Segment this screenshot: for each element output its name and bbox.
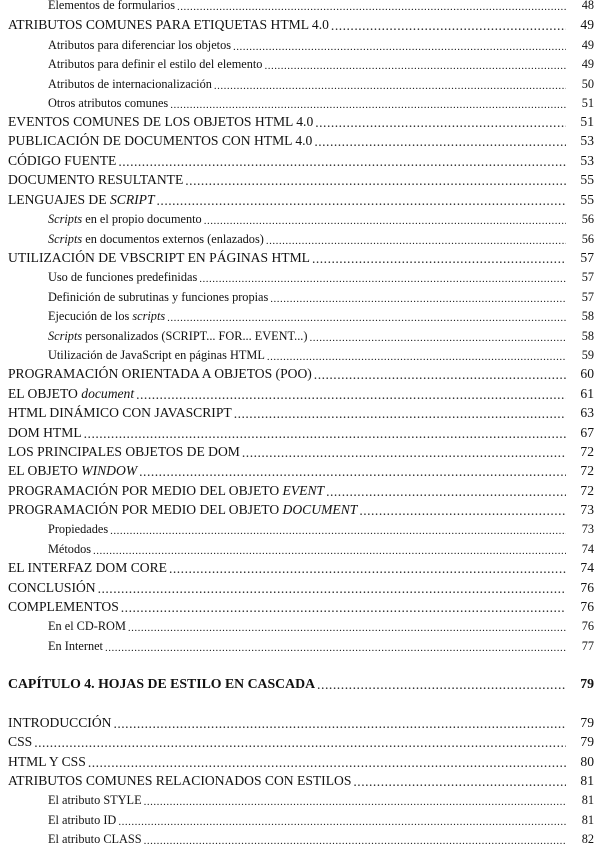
toc-entry-title bbox=[48, 96, 168, 111]
toc-entry-title bbox=[8, 463, 137, 479]
toc-entry bbox=[48, 808, 594, 828]
toc-page-number: 58 bbox=[581, 329, 594, 343]
toc-entry-title bbox=[48, 813, 116, 828]
dot-leader bbox=[157, 194, 566, 208]
toc-entry-title-text: Atributos de internacionalización bbox=[48, 77, 212, 91]
toc-entry-title bbox=[8, 599, 119, 615]
toc-entry bbox=[48, 0, 594, 13]
toc-entry-title bbox=[8, 715, 111, 731]
toc-entry-title-italic: EVENT bbox=[282, 483, 325, 498]
toc-entry-title-text: PROGRAMACIÓN ORIENTADA A OBJETOS (POO) bbox=[8, 366, 312, 381]
toc-entry bbox=[8, 382, 594, 402]
toc-entry bbox=[48, 265, 594, 285]
dot-leader bbox=[128, 621, 566, 634]
toc-entry bbox=[48, 91, 594, 111]
toc-entry-title bbox=[8, 405, 232, 421]
toc-page-number: 58 bbox=[581, 309, 594, 323]
toc-page-number: 59 bbox=[581, 348, 594, 362]
dot-leader bbox=[312, 252, 566, 266]
toc-entry bbox=[48, 324, 594, 344]
toc-entry-title bbox=[48, 832, 142, 847]
toc-entry bbox=[8, 362, 594, 382]
toc-entry-title bbox=[8, 502, 357, 518]
toc-page-number: 72 bbox=[580, 463, 594, 478]
toc-page-number: 81 bbox=[581, 813, 594, 827]
toc-entry bbox=[48, 72, 594, 92]
dot-leader bbox=[242, 446, 566, 460]
toc-entry-title-italic: document bbox=[81, 386, 135, 401]
dot-leader bbox=[88, 756, 566, 770]
toc-page-number: 76 bbox=[580, 580, 594, 595]
dot-leader bbox=[121, 601, 566, 615]
toc-entry-title-text: Atributos para diferenciar los objetos bbox=[48, 38, 232, 52]
toc-entry bbox=[48, 227, 594, 247]
toc-entry-title bbox=[48, 329, 307, 344]
toc-entry-title bbox=[48, 232, 264, 247]
toc-page-number: 72 bbox=[580, 444, 594, 459]
toc-entry bbox=[8, 498, 594, 518]
toc-entry-title-text: Otros atributos comunes bbox=[48, 96, 169, 110]
toc-entry-title-text: El atributo STYLE bbox=[48, 793, 142, 807]
toc-entry-title bbox=[8, 114, 313, 130]
toc-entry-title bbox=[48, 212, 202, 227]
toc-entry-title-text: Definición de subrutinas y funciones propias bbox=[48, 290, 269, 304]
toc-entry-title-text: Atributos para definir el estilo del elemento bbox=[48, 57, 263, 71]
toc-entry bbox=[8, 576, 594, 596]
toc-entry-title-text: Uso de funciones predefinidas bbox=[48, 270, 198, 284]
toc-entry-title bbox=[8, 580, 96, 596]
toc-entry-title bbox=[48, 0, 175, 13]
toc-entry-title bbox=[48, 542, 91, 557]
toc-entry bbox=[8, 711, 594, 731]
toc-entry-title-text: CÓDIGO FUENTE bbox=[8, 153, 117, 168]
toc-entry-title bbox=[8, 734, 32, 750]
toc-entry-title-text: ATRIBUTOS COMUNES RELACIONADOS CON ESTILOS bbox=[8, 773, 352, 788]
toc-entry-title-text: Propiedades bbox=[48, 522, 109, 536]
dot-leader bbox=[84, 427, 566, 441]
toc-page-number: 56 bbox=[581, 232, 594, 246]
toc-entry bbox=[8, 440, 594, 460]
toc-entry-title-italic: DOCUMENT bbox=[282, 502, 358, 517]
dot-leader bbox=[144, 834, 566, 847]
dot-leader bbox=[331, 19, 566, 33]
dot-leader bbox=[105, 641, 566, 654]
toc-entry-title-text: En el CD-ROM bbox=[48, 619, 126, 633]
toc-entry-title bbox=[8, 366, 312, 382]
toc-page-number: 61 bbox=[580, 386, 594, 401]
toc-entry-title bbox=[8, 386, 134, 402]
toc-page-number: 53 bbox=[580, 153, 594, 168]
toc-entry bbox=[48, 207, 594, 227]
dot-leader bbox=[317, 678, 566, 692]
toc-entry bbox=[8, 168, 594, 188]
toc-page-number: 56 bbox=[581, 212, 594, 226]
toc-entry bbox=[8, 769, 594, 789]
toc-entry-title-italic: scripts bbox=[132, 309, 166, 323]
toc-entry-title-text: HTML DINÁMICO CON JAVASCRIPT bbox=[8, 405, 232, 420]
toc-entry-title bbox=[8, 676, 315, 692]
toc-page-number: 74 bbox=[580, 560, 594, 575]
toc-entry bbox=[48, 517, 594, 537]
dot-leader bbox=[326, 485, 566, 499]
toc-entry-title-text: HTML Y CSS bbox=[8, 754, 86, 769]
toc-entry-title-text: Elementos de formularios bbox=[48, 0, 176, 12]
dot-leader bbox=[204, 214, 566, 227]
toc-entry-title-italic: SCRIPT bbox=[109, 192, 155, 207]
dot-leader bbox=[110, 524, 566, 537]
toc-entry bbox=[48, 285, 594, 305]
toc-entry-title-text: en el propio documento bbox=[82, 212, 202, 226]
toc-entry-title-text: Utilización de JavaScript en páginas HTML bbox=[48, 348, 265, 362]
dot-leader bbox=[315, 116, 566, 130]
toc-entry-title-italic: Scripts bbox=[48, 212, 83, 226]
toc-entry-title-text: El atributo CLASS bbox=[48, 832, 142, 846]
toc-entry-title bbox=[8, 172, 183, 188]
toc-entry-title-text: PROGRAMACIÓN POR MEDIO DEL OBJETO bbox=[8, 483, 283, 498]
toc-entry-title-text: CAPÍTULO 4. HOJAS DE ESTILO EN CASCADA bbox=[8, 676, 316, 691]
toc-page-number: 80 bbox=[580, 754, 594, 769]
toc-entry bbox=[48, 33, 594, 53]
toc-page-number: 81 bbox=[581, 793, 594, 807]
toc-entry-title bbox=[48, 57, 262, 72]
dot-leader bbox=[34, 736, 566, 750]
dot-leader bbox=[199, 272, 566, 285]
toc-entry-title-text: DOCUMENTO RESULTANTE bbox=[8, 172, 184, 187]
toc-entry-title-text: DOM HTML bbox=[8, 425, 82, 440]
toc-entry bbox=[8, 13, 594, 33]
toc-entry bbox=[8, 730, 594, 750]
toc-entry bbox=[48, 343, 594, 363]
toc-page-number: 79 bbox=[580, 734, 594, 749]
toc-page-number: 53 bbox=[580, 133, 594, 148]
toc-entry bbox=[8, 479, 594, 499]
toc-entry bbox=[48, 614, 594, 634]
toc-entry-title-text: LOS PRINCIPALES OBJETOS DE DOM bbox=[8, 444, 240, 459]
toc-entry-title bbox=[8, 483, 324, 499]
dot-leader bbox=[314, 135, 566, 149]
toc-entry bbox=[48, 788, 594, 808]
toc-entry-title-text: CSS bbox=[8, 734, 33, 749]
dot-leader bbox=[264, 59, 566, 72]
toc-page-number: 57 bbox=[581, 270, 594, 284]
toc-page-number: 72 bbox=[580, 483, 594, 498]
toc-entry-title-text: COMPLEMENTOS bbox=[8, 599, 119, 614]
toc-page-number: 79 bbox=[580, 676, 594, 691]
toc-page-number: 77 bbox=[581, 639, 594, 653]
toc-page-number: 48 bbox=[581, 0, 594, 12]
toc-entry bbox=[8, 459, 594, 479]
dot-leader bbox=[167, 311, 566, 324]
dot-leader bbox=[144, 795, 566, 808]
toc-entry-title bbox=[8, 133, 312, 149]
toc-entry-title bbox=[48, 309, 165, 324]
toc-page-number: 67 bbox=[580, 425, 594, 440]
toc-entry-title bbox=[8, 754, 86, 770]
toc-entry-title bbox=[48, 270, 197, 285]
toc-page-number: 51 bbox=[580, 114, 594, 129]
dot-leader bbox=[353, 775, 566, 789]
toc-entry bbox=[8, 188, 594, 208]
toc-page-number: 55 bbox=[580, 172, 594, 187]
toc-page-number: 79 bbox=[580, 715, 594, 730]
toc-chapter-entry bbox=[8, 672, 594, 692]
toc-entry bbox=[8, 110, 594, 130]
toc-entry-title-text: El atributo ID bbox=[48, 813, 117, 827]
toc-entry-title bbox=[48, 793, 142, 808]
toc-entry-title-text: EL OBJETO bbox=[8, 463, 82, 478]
toc-entry-title bbox=[8, 192, 155, 208]
toc-entry bbox=[8, 750, 594, 770]
toc-entry-title-text: EL INTERFAZ DOM CORE bbox=[8, 560, 167, 575]
dot-leader bbox=[136, 388, 566, 402]
toc-entry bbox=[8, 595, 594, 615]
dot-leader bbox=[113, 717, 566, 731]
toc-entry-title-text: Ejecución de los bbox=[48, 309, 133, 323]
toc-entry bbox=[48, 827, 594, 847]
toc-entry-title bbox=[48, 348, 265, 363]
dot-leader bbox=[139, 465, 566, 479]
toc-entry-title-text: en documentos externos (enlazados) bbox=[82, 232, 264, 246]
toc-entry-title-text: LENGUAJES DE bbox=[8, 192, 110, 207]
toc-page-number: 76 bbox=[581, 619, 594, 633]
toc-entry-title-text: personalizados (SCRIPT... FOR... EVENT...) bbox=[82, 329, 308, 343]
dot-leader bbox=[98, 582, 566, 596]
toc-page-number: 55 bbox=[580, 192, 594, 207]
toc-entry-title bbox=[8, 773, 351, 789]
toc-entry bbox=[8, 401, 594, 421]
dot-leader bbox=[359, 504, 566, 518]
toc-entry-title-text: INTRODUCCIÓN bbox=[8, 715, 112, 730]
toc-page-number: 49 bbox=[581, 38, 594, 52]
toc-entry-title-italic: Scripts bbox=[48, 232, 83, 246]
toc-entry-title bbox=[48, 639, 103, 654]
toc-page-number: 60 bbox=[580, 366, 594, 381]
toc-entry-title-text: CONCLUSIÓN bbox=[8, 580, 96, 595]
toc-entry bbox=[48, 52, 594, 72]
toc-entry bbox=[8, 246, 594, 266]
toc-entry-title bbox=[48, 522, 108, 537]
toc-entry-title bbox=[8, 560, 167, 576]
toc-page-number: 57 bbox=[580, 250, 594, 265]
toc-entry-title-italic: Scripts bbox=[48, 329, 83, 343]
toc-page-number: 73 bbox=[581, 522, 594, 536]
toc-page-number: 63 bbox=[580, 405, 594, 420]
toc-page-number: 81 bbox=[580, 773, 594, 788]
toc-page-number: 51 bbox=[581, 96, 594, 110]
toc-entry bbox=[8, 149, 594, 169]
toc-entry bbox=[48, 634, 594, 654]
toc-entry-title bbox=[48, 77, 212, 92]
toc-entry-title bbox=[48, 290, 268, 305]
toc-entry-title bbox=[8, 153, 116, 169]
toc-entry bbox=[8, 556, 594, 576]
dot-leader bbox=[177, 0, 566, 13]
toc-entry-title-text: EVENTOS COMUNES DE LOS OBJETOS HTML 4.0 bbox=[8, 114, 314, 129]
toc-entry bbox=[48, 537, 594, 557]
toc-entry-title bbox=[8, 250, 310, 266]
toc-page-number: 73 bbox=[580, 502, 594, 517]
toc-entry-title bbox=[48, 619, 126, 634]
toc-entry-title-text: En Internet bbox=[48, 639, 103, 653]
toc-page-number: 74 bbox=[581, 542, 594, 556]
toc-entry-title-text: Métodos bbox=[48, 542, 92, 556]
toc-entry-title-text: PUBLICACIÓN DE DOCUMENTOS CON HTML 4.0 bbox=[8, 133, 313, 148]
dot-leader bbox=[185, 174, 566, 188]
toc-page-number: 49 bbox=[580, 17, 594, 32]
dot-leader bbox=[169, 562, 566, 576]
dot-leader bbox=[118, 155, 566, 169]
toc-entry-title-text: PROGRAMACIÓN POR MEDIO DEL OBJETO bbox=[8, 502, 283, 517]
dot-leader bbox=[314, 368, 566, 382]
toc-entry-title bbox=[8, 17, 329, 33]
toc-page-number: 57 bbox=[581, 290, 594, 304]
toc-page-number: 76 bbox=[580, 599, 594, 614]
toc-entry bbox=[48, 304, 594, 324]
toc-entry-title bbox=[48, 38, 231, 53]
toc-entry-title-text: UTILIZACIÓN DE VBSCRIPT EN PÁGINAS HTML bbox=[8, 250, 310, 265]
toc-entry-title bbox=[8, 444, 240, 460]
toc-page-number: 49 bbox=[581, 57, 594, 71]
toc-entry-title-text: EL OBJETO bbox=[8, 386, 82, 401]
toc-page-number: 82 bbox=[581, 832, 594, 846]
toc-entry-title-italic: WINDOW bbox=[81, 463, 138, 478]
toc-entry-title bbox=[8, 425, 82, 441]
dot-leader bbox=[234, 407, 566, 421]
toc-page-number: 50 bbox=[581, 77, 594, 91]
toc-entry bbox=[8, 421, 594, 441]
toc-entry-title-text: ATRIBUTOS COMUNES PARA ETIQUETAS HTML 4.0 bbox=[8, 17, 329, 32]
toc-entry bbox=[8, 129, 594, 149]
